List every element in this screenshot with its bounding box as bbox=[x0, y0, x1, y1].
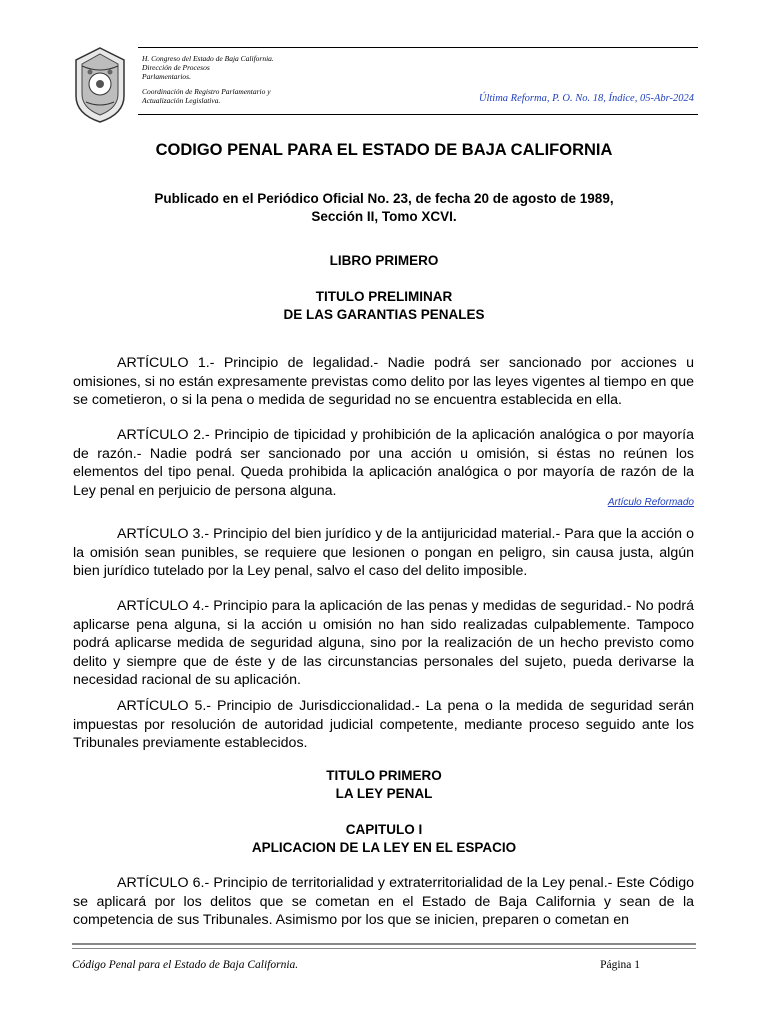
footer-rule-thin bbox=[72, 948, 696, 949]
article-reformado-link[interactable]: Artículo Reformado bbox=[607, 497, 694, 508]
institution-line: Parlamentarios. bbox=[142, 72, 191, 81]
article-1 bbox=[73, 354, 694, 410]
header-top-rule bbox=[138, 47, 698, 48]
publication-info bbox=[74, 190, 694, 226]
heading-line: TITULO PRIMERO bbox=[326, 768, 442, 783]
heading-line: DE LAS GARANTIAS PENALES bbox=[283, 307, 485, 322]
titulo-primero-heading bbox=[74, 767, 694, 803]
article-text: ARTÍCULO 4.- Principio para la aplicación de las penas y medidas de seguridad.- No podrá aplicarse pena alguna, si la acción u omisión no han sido realizadas culpablemente. Tampoco podrá aplicarse medida de seguridad alguna, sino por la realización de un hecho previsto como delito y siempre que de éste y de las circunstancias personales del sujeto, pueda derivarse la necesidad racional de su aplicación. bbox=[73, 598, 694, 689]
coordination-block bbox=[142, 87, 271, 105]
libro-heading: LIBRO PRIMERO bbox=[329, 253, 439, 268]
article-text: ARTÍCULO 3.- Principio del bien jurídico y de la antijuricidad material.- Para que la acción o la omisión sean punibles, se requiere que lesionen o pongan en peligro, sin causa justa, algún bien jurídico tutelado por la Ley penal, salvo el caso del delito imposible. bbox=[73, 526, 694, 580]
coat-of-arms-icon bbox=[72, 46, 128, 124]
heading-line: TITULO PRELIMINAR bbox=[315, 289, 453, 304]
heading-line: APLICACION DE LA LEY EN EL ESPACIO bbox=[251, 840, 517, 855]
publication-line: Sección II, Tomo XCVI. bbox=[311, 209, 457, 224]
heading-line: CAPITULO I bbox=[345, 822, 423, 837]
article-6 bbox=[73, 874, 694, 930]
document-title: CODIGO PENAL PARA EL ESTADO DE BAJA CALIFORNIA bbox=[155, 141, 613, 159]
heading-line: LA LEY PENAL bbox=[335, 786, 433, 801]
institution-block bbox=[142, 54, 274, 81]
page-number: Página 1 bbox=[600, 959, 640, 971]
article-2 bbox=[73, 426, 694, 500]
capitulo-heading bbox=[74, 821, 694, 857]
article-4 bbox=[73, 597, 694, 690]
institution-line: Dirección de Procesos bbox=[142, 63, 210, 72]
titulo-preliminar-heading bbox=[74, 288, 694, 324]
article-5 bbox=[73, 697, 694, 753]
article-text: ARTÍCULO 5.- Principio de Jurisdiccionalidad.- La pena o la medida de seguridad serán impuestas por resolución de autoridad judicial competente, mediante proceso seguido ante los Tribunales previamente establecidos. bbox=[73, 698, 694, 752]
footer-rule bbox=[72, 943, 696, 945]
article-text: ARTÍCULO 2.- Principio de tipicidad y prohibición de la aplicación analógica o por mayoría de razón.- Nadie podrá ser sancionado por una acción u omisión, si éstas no reúnen los elementos del tipo penal. Queda prohibida la aplicación analógica o por mayoría de razón de la Ley penal en perjuicio de persona alguna. bbox=[73, 427, 694, 499]
coordination-line: Coordinación de Registro Parlamentario y bbox=[142, 87, 271, 96]
header-bottom-rule bbox=[138, 114, 698, 115]
publication-line: Publicado en el Periódico Oficial No. 23, de fecha 20 de agosto de 1989, bbox=[154, 191, 614, 206]
article-3 bbox=[73, 525, 694, 581]
last-reform-note: Última Reforma, P. O. No. 18, Índice, 05-Abr-2024 bbox=[478, 93, 694, 104]
article-text: ARTÍCULO 6.- Principio de territorialidad y extraterritorialidad de la Ley penal.- Este Código se aplicará por los delitos que se cometan en el Estado de Baja California y sean de la competencia de sus Tribunales. Asimismo por los que se inicien, preparen o cometan en bbox=[73, 875, 694, 929]
institution-line: H. Congreso del Estado de Baja California. bbox=[142, 54, 274, 63]
article-text: ARTÍCULO 1.- Principio de legalidad.- Nadie podrá ser sancionado por acciones u omisiones, si no están expresamente previstas como delito por las leyes vigentes al tiempo en que se cometieron, o si la pena o medida de seguridad no se encuentra establecida en ella. bbox=[73, 355, 694, 409]
footer-document-name: Código Penal para el Estado de Baja California. bbox=[72, 959, 299, 971]
coordination-line: Actualización Legislativa. bbox=[142, 96, 221, 105]
